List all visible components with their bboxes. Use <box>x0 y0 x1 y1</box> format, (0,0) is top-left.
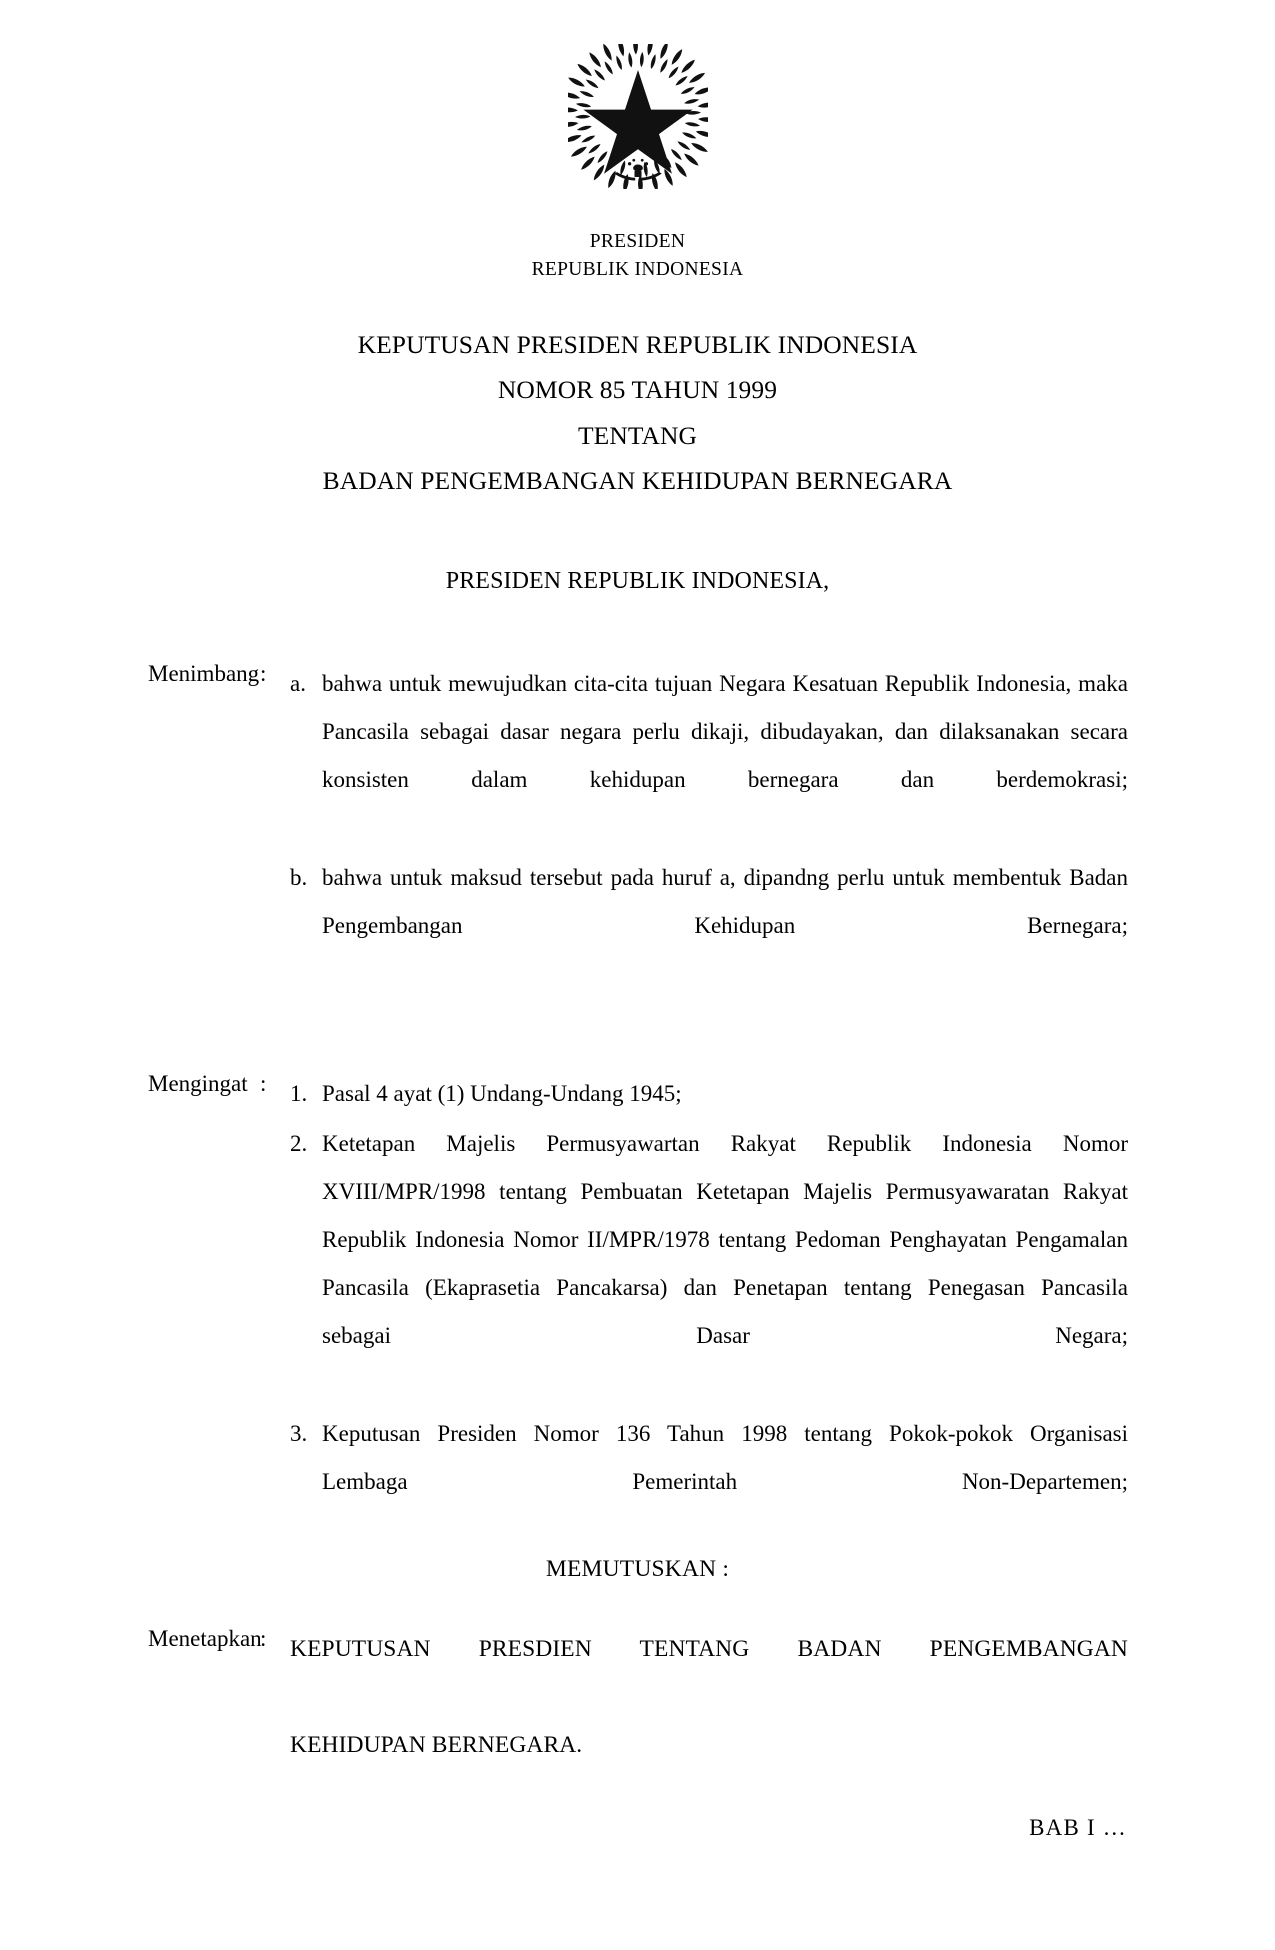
mengingat-item-2-marker: 2. <box>290 1131 308 1156</box>
title-subject: BADAN PENGEMBANGAN KEHIDUPAN BERNEGARA <box>322 466 953 496</box>
mengingat-items <box>290 1070 1128 1556</box>
clause-mengingat <box>148 1070 1128 1556</box>
menetapkan-colon: : <box>260 1626 267 1651</box>
mengingat-colon: : <box>260 1071 267 1096</box>
list-item <box>290 1070 1128 1118</box>
indonesian-presidential-star-wreath-emblem <box>568 44 708 189</box>
clause-menimbang <box>148 660 1128 1000</box>
document-body <box>148 660 1128 1556</box>
title-decree-number: NOMOR 85 TAHUN 1999 <box>497 375 778 405</box>
mengingat-item-1-text: Pasal 4 ayat (1) Undang-Undang 1945; <box>322 1081 682 1106</box>
emblem-container <box>0 44 1275 189</box>
list-item <box>290 1120 1128 1408</box>
menimbang-item-b-marker: b. <box>290 865 308 890</box>
menimbang-item-b-text: bahwa untuk maksud tersebut pada huruf a, dipandng perlu untuk membentuk Badan Pengembangan Kehidupan Bernegara; <box>322 865 1128 938</box>
clause-menetapkan <box>148 1625 1128 1769</box>
list-item <box>290 854 1128 998</box>
mengingat-item-3-marker: 3. <box>290 1421 308 1446</box>
menetapkan-label: Menetapkan <box>148 1626 262 1651</box>
title-decree-type: KEPUTUSAN PRESIDEN REPUBLIK INDONESIA <box>357 330 918 359</box>
menetapkan-body <box>290 1625 1128 1769</box>
enactor-line: PRESIDEN REPUBLIK INDONESIA, <box>445 568 830 594</box>
menimbang-item-a-text: bahwa untuk mewujudkan cita-cita tujuan Negara Kesatuan Republik Indonesia, maka Pancasila sebagai dasar negara perlu dikaji, dibudayakan, dan dilaksanakan secara konsisten dalam kehidupan bernegara dan berdemokrasi; <box>322 671 1128 792</box>
mengingat-item-1-marker: 1. <box>290 1081 308 1106</box>
menimbang-item-a-marker: a. <box>290 671 306 696</box>
list-item <box>290 660 1128 852</box>
header-line-presiden: PRESIDEN <box>589 231 686 252</box>
list-item <box>290 1410 1128 1554</box>
mengingat-label: Mengingat <box>148 1071 248 1096</box>
page-continuation-note: BAB I … <box>1029 1815 1127 1840</box>
document-title-block <box>0 322 1275 504</box>
memutuskan-heading: MEMUTUSKAN : <box>545 1556 730 1582</box>
section-spacer <box>148 1000 1128 1070</box>
title-about-keyword: TENTANG <box>577 420 698 450</box>
mengingat-item-2-text: Ketetapan Majelis Permusyawartan Rakyat Republik Indonesia Nomor XVIII/MPR/1998 tentang Pembuatan Ketetapan Majelis Permusyawaratan Rakyat Republik Indonesia Nomor II/MPR/1978 tentang Pedoman Penghayatan Pengamalan Pancasila (Ekaprasetia Pancakarsa) dan Penetapan tentang Penegasan Pancasila sebagai Dasar Negara; <box>322 1131 1128 1348</box>
menimbang-label: Menimbang <box>148 661 260 686</box>
document-header-caption <box>0 228 1275 283</box>
menetapkan-line-2: KEHIDUPAN BERNEGARA. <box>290 1732 583 1758</box>
menetapkan-line-1: KEPUTUSAN PRESDIEN TENTANG BADAN PENGEMBANGAN <box>290 1636 1128 1662</box>
menimbang-items <box>290 660 1128 1000</box>
header-line-republik-indonesia: REPUBLIK INDONESIA <box>531 258 744 280</box>
mengingat-item-3-text: Keputusan Presiden Nomor 136 Tahun 1998 tentang Pokok-pokok Organisasi Lembaga Pemerintah Non-Departemen; <box>322 1421 1128 1494</box>
menimbang-colon: : <box>260 661 267 686</box>
